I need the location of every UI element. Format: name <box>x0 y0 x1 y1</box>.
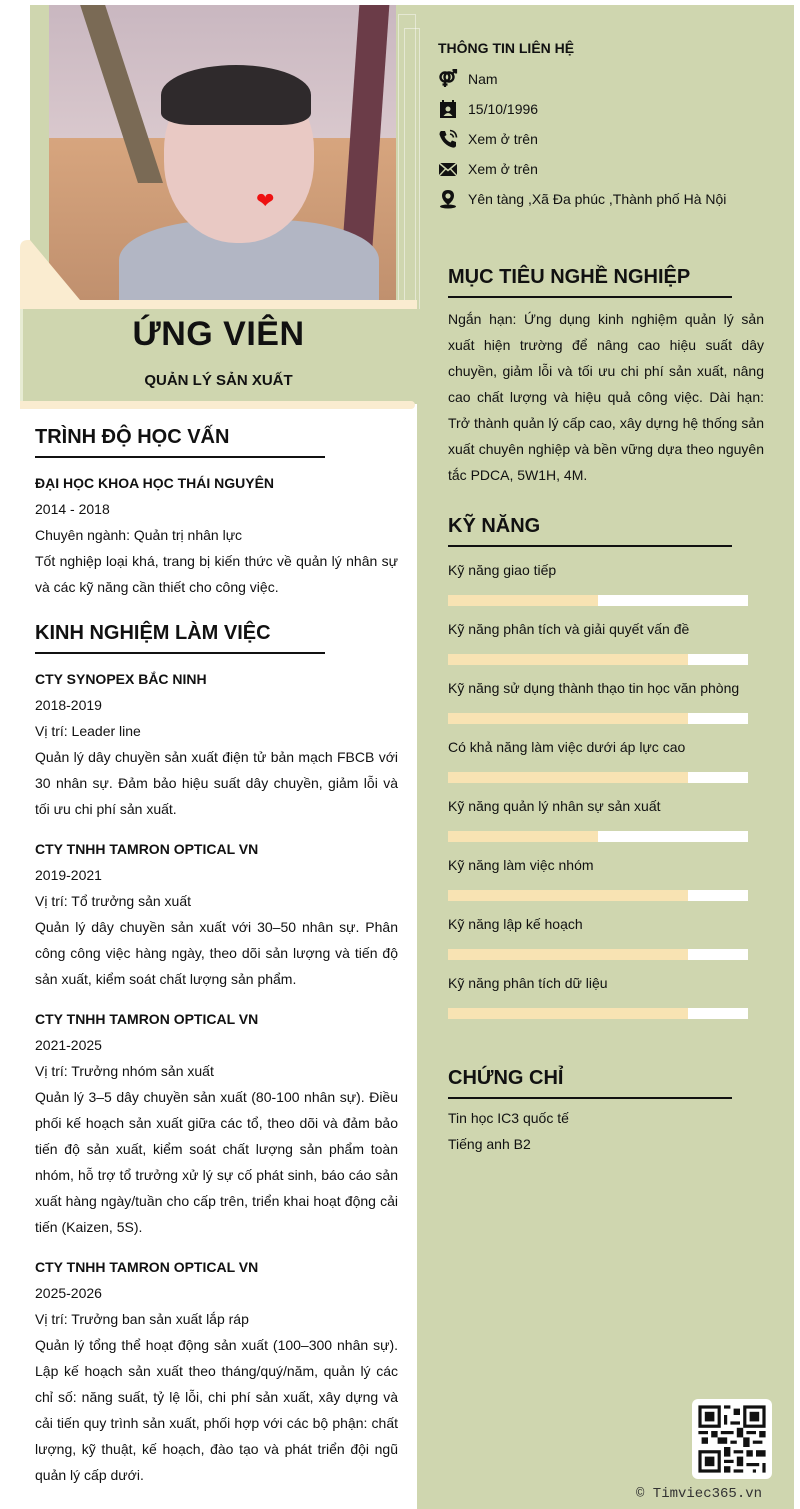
experience-description: Quản lý 3–5 dây chuyền sản xuất (80-100 nhân sự). Điều phối kế hoạch sản xuất giữa các tổ, theo dõi và đảm bảo tiến độ sản xuất, kiểm soát chất lượng sản phẩm toàn nhóm, hỗ trợ tổ trưởng xử lý sự cố phát sinh, báo cáo sản xuất hàng ngày/tuần cho cấp trên, triển khai hoạt động cải tiến (Kaizen, 5S). <box>35 1089 398 1235</box>
contact-phone <box>438 124 778 154</box>
skill-bar-fill <box>448 949 688 960</box>
email-value: Xem ở trên <box>468 161 538 177</box>
skill-bar-fill <box>448 890 688 901</box>
heart-sticker-icon: ❤ <box>256 188 275 213</box>
experience-description: Quản lý dây chuyền sản xuất điện tử bản mạch FBCB với 30 nhân sự. Đảm bảo hiệu suất dây chuyền, giảm lỗi và tối ưu chi phí sản xuất. <box>35 749 398 817</box>
certificate-item: Tiếng anh B2 <box>448 1136 531 1152</box>
contact-birthdate <box>438 94 778 124</box>
birthdate-value: 15/10/1996 <box>468 101 539 117</box>
skill-label: Kỹ năng sử dụng thành thạo tin học văn phòng <box>448 680 740 696</box>
skill-item <box>448 852 764 901</box>
name-band-bottom-accent <box>20 401 415 409</box>
experience-position: Vị trí: Leader line <box>35 723 141 739</box>
skill-item <box>448 911 764 960</box>
skill-label: Kỹ năng làm việc nhóm <box>448 857 594 873</box>
location-icon <box>438 189 458 209</box>
company-name: CTY TNHH TAMRON OPTICAL VN <box>35 841 259 857</box>
skill-item <box>448 793 764 842</box>
school-name: ĐẠI HỌC KHOA HỌC THÁI NGUYÊN <box>35 475 275 491</box>
address-value: Yên tàng ,Xã Đa phúc ,Thành phố Hà Nội <box>468 191 727 207</box>
skill-bar <box>448 1008 748 1019</box>
skill-bar <box>448 713 748 724</box>
skill-item <box>448 970 764 1019</box>
contact-address <box>438 184 778 214</box>
section-heading-objective: MỤC TIÊU NGHỀ NGHIỆP <box>448 264 732 298</box>
skill-label: Kỹ năng lập kế hoạch <box>448 916 583 932</box>
experience-period: 2019-2021 <box>35 867 102 883</box>
experience-entry <box>35 1254 398 1488</box>
skill-bar-fill <box>448 772 688 783</box>
section-heading-contact: THÔNG TIN LIÊN HỆ <box>438 40 575 56</box>
name-band-top-accent <box>20 301 415 309</box>
job-title: QUẢN LÝ SẢN XUẤT <box>144 372 293 389</box>
skill-item <box>448 557 764 606</box>
experience-position: Vị trí: Trưởng ban sản xuất lắp ráp <box>35 1311 249 1327</box>
section-heading-education: TRÌNH ĐỘ HỌC VẤN <box>35 424 325 458</box>
education-major: Chuyên ngành: Quản trị nhân lực <box>35 527 243 543</box>
skill-item <box>448 734 764 783</box>
skill-bar <box>448 654 748 665</box>
skill-bar <box>448 890 748 901</box>
skill-label: Kỹ năng phân tích dữ liệu <box>448 975 608 991</box>
left-column <box>35 424 398 1488</box>
education-entry <box>35 470 398 600</box>
skill-bar-fill <box>448 1008 688 1019</box>
skill-bar <box>448 831 748 842</box>
experience-period: 2018-2019 <box>35 697 102 713</box>
decorative-fold <box>20 240 417 310</box>
calendar-icon <box>438 99 458 119</box>
skill-bar-fill <box>448 831 598 842</box>
contact-section <box>438 40 778 214</box>
certificates-section <box>448 1065 764 1157</box>
experience-position: Vị trí: Tổ trưởng sản xuất <box>35 893 192 909</box>
section-heading-certificates: CHỨNG CHỈ <box>448 1065 732 1099</box>
education-description: Tốt nghiệp loại khá, trang bị kiến thức về quản lý nhân sự và các kỹ năng cần thiết cho công việc. <box>35 553 398 595</box>
skill-bar-fill <box>448 713 688 724</box>
gender-value: Nam <box>468 71 498 87</box>
experience-position: Vị trí: Trưởng nhóm sản xuất <box>35 1063 214 1079</box>
phone-value: Xem ở trên <box>468 131 538 147</box>
skill-bar <box>448 949 748 960</box>
qr-code <box>692 1399 772 1479</box>
skills-section <box>448 513 764 1027</box>
skill-label: Kỹ năng quản lý nhân sự sản xuất <box>448 798 661 814</box>
experience-period: 2025-2026 <box>35 1285 102 1301</box>
skill-item <box>448 616 764 665</box>
experience-description: Quản lý tổng thể hoạt động sản xuất (100–300 nhân sự). Lập kế hoạch sản xuất theo tháng/quý/năm, quản lý các chỉ số: năng suất, tỷ lệ lỗi, chi phí sản xuất, xây dựng và cải tiến quy trình sản xuất, phối hợp với các bộ phận: chất lượng, kỹ thuật, kế hoạch, đào tạo và phát triển đội ngũ quản lý cấp dưới. <box>35 1337 398 1483</box>
company-name: CTY SYNOPEX BẮC NINH <box>35 671 207 687</box>
experience-period: 2021-2025 <box>35 1037 102 1053</box>
contact-gender <box>438 64 778 94</box>
skill-label: Kỹ năng phân tích và giải quyết vấn đề <box>448 621 690 637</box>
objective-section <box>448 264 764 488</box>
skill-item <box>448 675 764 724</box>
skill-label: Kỹ năng giao tiếp <box>448 562 557 578</box>
skill-bar <box>448 595 748 606</box>
skill-label: Có khả năng làm việc dưới áp lực cao <box>448 739 686 755</box>
experience-entry <box>35 666 398 822</box>
copyright-text: © Timviec365.vn <box>636 1486 763 1502</box>
phone-icon <box>438 129 458 149</box>
contact-email <box>438 154 778 184</box>
skill-bar <box>448 772 748 783</box>
company-name: CTY TNHH TAMRON OPTICAL VN <box>35 1259 259 1275</box>
experience-entry <box>35 1006 398 1240</box>
education-section <box>35 424 398 600</box>
skill-bar-fill <box>448 595 598 606</box>
company-name: CTY TNHH TAMRON OPTICAL VN <box>35 1011 259 1027</box>
email-icon <box>438 159 458 179</box>
certificate-item: Tin học IC3 quốc tế <box>448 1110 569 1126</box>
experience-section <box>35 620 398 1488</box>
gender-icon <box>438 69 458 89</box>
experience-entry <box>35 836 398 992</box>
candidate-name: ỨNG VIÊN <box>132 315 305 353</box>
education-period: 2014 - 2018 <box>35 501 110 517</box>
objective-text: Ngắn hạn: Ứng dụng kinh nghiệm quản lý sản xuất hiện trường để nâng cao hiệu suất dây chuyền, giảm lỗi và tối ưu chi phí sản xuất, nâng cao chất lượng và hiệu quả công việc. Dài hạn: Trở thành quản lý cấp cao, xây dựng hệ thống sản xuất chuyên nghiệp và bền vững dựa theo nguyên tắc PDCA, 5W1H, 4M. <box>448 311 764 483</box>
experience-description: Quản lý dây chuyền sản xuất với 30–50 nhân sự. Phân công công việc hàng ngày, theo dõi sản lượng và tiến độ sản xuất, kiểm soát chất lượng sản phẩm. <box>35 919 398 987</box>
skill-bar-fill <box>448 654 688 665</box>
section-heading-skills: KỸ NĂNG <box>448 513 732 547</box>
section-heading-experience: KINH NGHIỆM LÀM VIỆC <box>35 620 325 654</box>
